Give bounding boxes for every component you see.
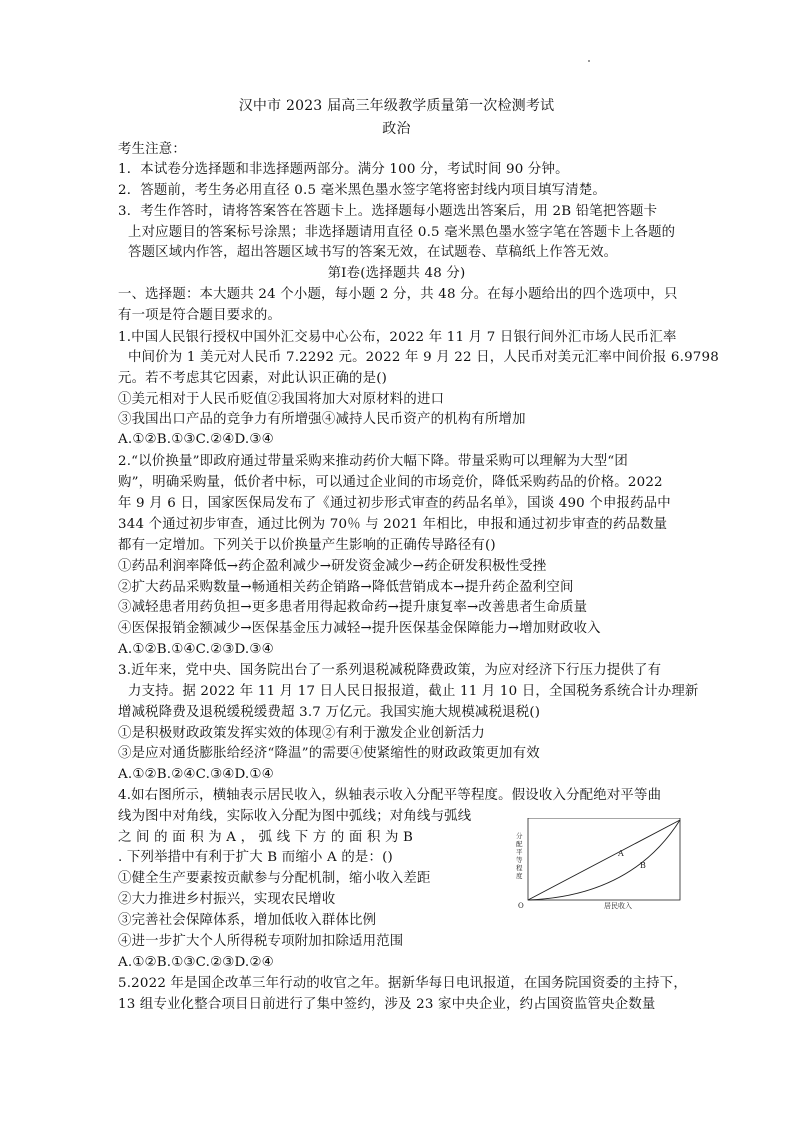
y-axis-label-char: 程: [516, 864, 523, 872]
origin-label: O: [518, 902, 524, 910]
y-axis-label-char: 平: [516, 848, 523, 856]
equality-diagonal: [528, 820, 680, 900]
notice-heading: 考生注意：: [118, 142, 186, 157]
income-distribution-figure: [512, 818, 682, 910]
scan-speck: [588, 60, 590, 62]
notice-item: 上对应题目的答案标号涂黑；非选择题请用直径 0.5 毫米黑色墨水签字笔在答题卡上各题的: [128, 225, 676, 240]
q4-stem: 线为图中对角线，实际收入分配为图中弧线；对角线与弧线: [118, 809, 472, 824]
y-axis-label-char: 度: [516, 872, 523, 880]
section-intro: 一、选择题：本大题共 24 个小题，每小题 2 分，共 48 分。在每小题给出的四个选项中，只: [118, 287, 678, 302]
q2-statement: ④医保报销金额减少→医保基金压力减轻→提升医保基金保障能力→增加财政收入: [118, 621, 601, 636]
section-title: 第Ⅰ卷(选择题共 48 分): [327, 266, 466, 281]
q2-stem: 年 9 月 6 日，国家医保局发布了《通过初步形式审查的药品名单》，国谈 490 个申报药品中: [118, 496, 671, 511]
q4-statement: ①健全生产要素按贡献参与分配机制，缩小收入差距: [118, 871, 431, 886]
q2-statement: ①药品利润率降低→药企盈利减少→研发资金减少→药企研发积极性受挫: [118, 559, 547, 574]
q4-statement: ③完善社会保障体系，增加低收入群体比例: [118, 913, 377, 928]
q3-stem: 力支持。据 2022 年 11 月 17 日人民日报报道，截止 11 月 10 日，全国税务系统合计办理新: [128, 684, 699, 699]
area-a-label: A: [618, 849, 624, 858]
q1-stem: 中间价为 1 美元对人民币 7.2292 元。2022 年 9 月 22 日，人民币对美元汇率中间价报 6.9798: [128, 350, 719, 365]
q1-stem: 1.中国人民银行授权中国外汇交易中心公布，2022 年 11 月 7 日银行间外汇市场人民币汇率: [118, 330, 677, 345]
q1-options: A.①②B.①③C.②④D.③④: [118, 432, 274, 447]
q4-stem: . 下列举措中有利于扩大 B 而缩小 A 的是：(): [118, 850, 393, 865]
notice-item: 2．答题前，考生务必用直径 0.5 毫米黑色墨水签字笔将密封线内项目填写清楚。: [118, 183, 607, 198]
q2-statement: ③减轻患者用药负担→更多患者用得起救命药→提升康复率→改善患者生命质量: [118, 600, 588, 615]
y-axis-label-char: 配: [516, 840, 523, 848]
q2-stem: 2.“以价换量”即政府通过带量采购来推动药价大幅下降。带量采购可以理解为大型“团: [118, 454, 628, 469]
q2-stem: 都有一定增加。下列关于以价换量产生影响的正确传导路径有(): [118, 538, 496, 553]
q2-options: A.①②B.①④C.②③D.③④: [118, 642, 274, 657]
section-intro: 有一项是符合题目要求的。: [118, 308, 282, 323]
exam-title: 汉中市 2023 届高三年级教学质量第一次检测考试: [238, 98, 555, 114]
area-b-label: B: [640, 861, 646, 870]
q3-statement: ①是积极财政政策发挥实效的体现②有利于激发企业创新活力: [118, 726, 485, 741]
x-axis-label: 居民收入: [604, 902, 632, 910]
notice-item: 1．本试卷分选择题和非选择题两部分。满分 100 分，考试时间 90 分钟。: [118, 162, 569, 177]
q1-statement: ①美元相对于人民币贬值②我国将加大对原材料的进口: [118, 392, 445, 407]
q3-options: A.①②B.②④C.③④D.①④: [118, 767, 274, 782]
y-axis-label-char: 等: [516, 856, 523, 864]
y-axis-label: [516, 831, 523, 880]
q2-stem: 购”，明确采购量，低价者中标，可以通过企业间的市场竞价，降低采购药品的价格。2022: [118, 475, 663, 490]
q4-options: A.①②B.①③C.②③D.②④: [118, 955, 274, 970]
notice-item: 3．考生作答时，请将答案答在答题卡上。选择题每小题选出答案后，用 2B 铅笔把答题卡: [118, 204, 658, 219]
q3-stem: 增减税降费及退税缓税缓费超 3.7 万亿元。我国实施大规模减税退税(): [118, 705, 541, 720]
q2-stem: 344 个通过初步审查，通过比例为 70％ 与 2021 年相比，申报和通过初步审查的药品数量: [118, 517, 668, 532]
q1-statement: ③我国出口产品的竞争力有所增强④减持人民币资产的机构有所增加: [118, 412, 526, 427]
q5-stem: 5.2022 年是国企改革三年行动的收官之年。据新华每日电讯报道，在国务院国资委的主持下，: [118, 976, 687, 991]
y-axis-label-char: 分: [516, 832, 523, 840]
notice-item: 答题区域内作答，超出答题区域书写的答案无效，在试题卷、草稿纸上作答无效。: [128, 245, 618, 260]
q3-statement: ③是应对通货膨胀给经济“降温”的需要④使紧缩性的财政政策更加有效: [118, 746, 540, 761]
q4-statement: ④进一步扩大个人所得税专项附加扣除适用范围: [118, 934, 404, 949]
q4-statement: ②大力推进乡村振兴，实现农民增收: [118, 892, 336, 907]
q2-statement: ②扩大药品采购数量→畅通相关药企销路→降低营销成本→提升药企盈利空间: [118, 580, 574, 595]
q5-stem: 13 组专业化整合项目日前进行了集中签约，涉及 23 家中央企业，约占国资监管央企数量: [118, 997, 656, 1012]
q4-stem: 之 间 的 面 积 为 A ， 弧 线 下 方 的 面 积 为 B: [118, 830, 414, 845]
subject-title: 政治: [382, 121, 411, 137]
q4-stem: 4.如右图所示，横轴表示居民收入，纵轴表示收入分配平等程度。假设收入分配绝对平等曲: [118, 788, 662, 803]
q3-stem: 3.近年来，党中央、国务院出台了一系列退税减税降费政策，为应对经济下行压力提供了有: [118, 663, 662, 678]
q1-stem: 元。若不考虑其它因素，对此认识正确的是(): [118, 371, 388, 386]
